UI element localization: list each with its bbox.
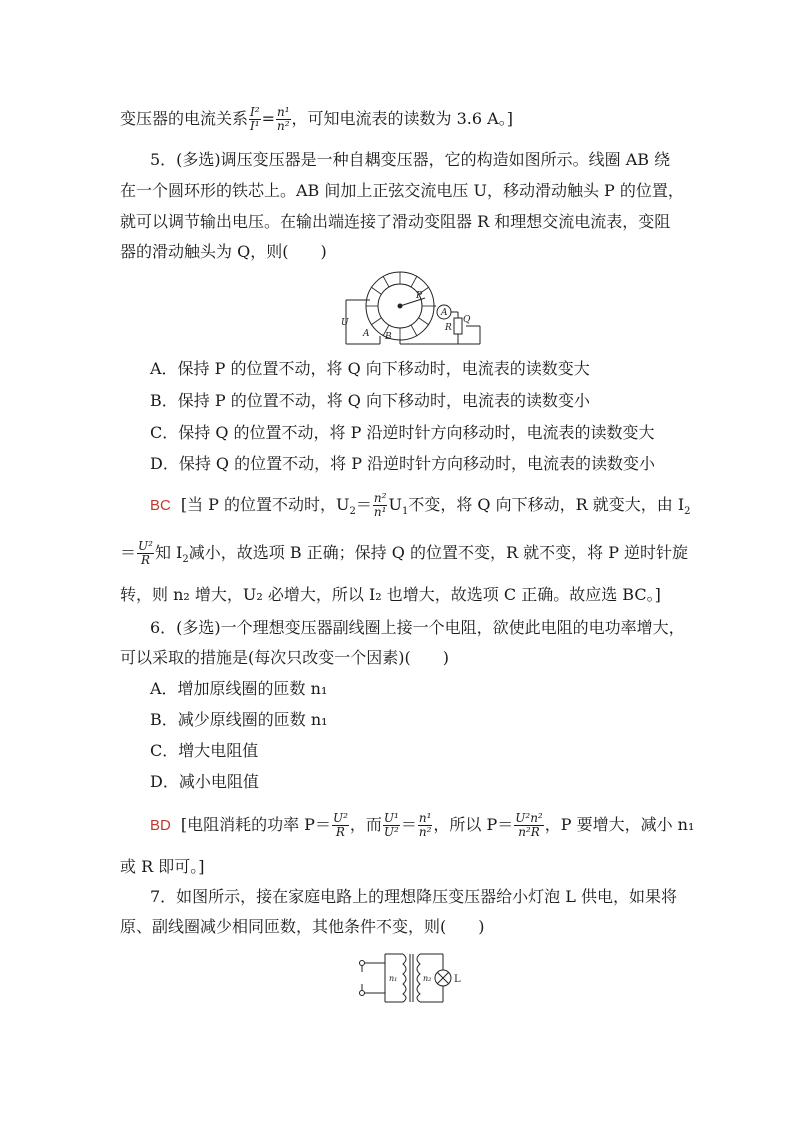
text: 变压器的电流关系 <box>120 109 249 128</box>
q6-answer-badge: BD <box>150 817 171 834</box>
q5-answer-badge: BC <box>150 497 171 514</box>
q5-line-3: 就可以调节输出电压。在输出端连接了滑动变阻器 R 和理想交流电流表，变阻 <box>120 212 671 231</box>
fraction: $\frac{\text{U²}}{R}$ <box>138 539 153 567</box>
secondary-coil <box>417 954 420 1002</box>
fraction: $\frac{\text{n¹}}{\text{n²}}$ <box>418 811 432 839</box>
terminal-top <box>360 961 365 966</box>
svg-text:A: A <box>441 308 448 318</box>
q6-line-2: 可以采取的措施是(每次只改变一个因素)( ) <box>120 648 449 667</box>
primary-coil <box>403 954 406 1002</box>
rheostat-r <box>454 318 462 334</box>
q6-line-1: 6．(多选)一个理想变压器副线圈上接一个电阻，欲使此电阻的电功率增大， <box>150 618 685 637</box>
q6-option-d: D．减小电阻值 <box>150 772 259 791</box>
q6-option-c: C．增大电阻值 <box>150 741 259 760</box>
q5-line-1: 5．(多选)调压变压器是一种自耦变压器，它的构造如图所示。线圈 AB 绕 <box>150 150 671 169</box>
svg-text:Q: Q <box>463 315 471 325</box>
svg-text:n₂: n₂ <box>423 974 432 983</box>
q7-line-2: 原、副线圈减少相同匝数，其他条件不变，则( ) <box>120 917 485 936</box>
fraction: $\frac{\text{U²}}{R}$ <box>332 811 348 839</box>
q5-explanation-line-2: ＝ $\frac{\text{U²}}{R}$ 知 $I_2$减小，故选项 B 正确；保持 Q 的位置不变，R 就不变，将 P 逆时针旋 <box>120 539 689 567</box>
q5-option-a: A．保持 P 的位置不动，将 Q 向下移动时，电流表的读数变大 <box>150 359 590 378</box>
q5-option-b: B．保持 P 的位置不动，将 Q 向下移动时，电流表的读数变小 <box>150 391 590 410</box>
q6-option-a: A．增加原线圈的匝数 n₁ <box>150 679 328 698</box>
q6-explanation-line-2: 或 R 即可。] <box>120 857 205 876</box>
fraction: $\frac{\text{I²}}{\text{I¹}}$ <box>250 105 260 133</box>
q6-explanation-line-1: BD [电阻消耗的功率 P＝ $\frac{\text{U²}}{R}$ ，而 $\frac{\text{U¹}}{\text{U²}}$ ＝ $\frac{\text{n¹}}{\text{n²}}$ ，所以 P＝ $\frac{\text{U²n²}}{\text{n²R}}$ ，P 要增大，减小 n₁ <box>150 811 695 839</box>
fraction: $\frac{\text{n²}}{\text{n¹}}$ <box>373 491 387 519</box>
q5-explanation-line-1: BC [当 P 的位置不动时，$U_2=$ $\frac{\text{n²}}{\text{n¹}}$ $U_1$不变，将 Q 向下移动，R 就变大，由 $I_2$ <box>150 491 691 519</box>
prev-answer-tail: 变压器的电流关系 $\frac{\text{I²}}{\text{I¹}}$ = $\frac{\text{n¹}}{\text{n²}}$ ，可知电流表的读数为 3.6 A。] <box>120 105 513 133</box>
terminal-bottom <box>360 991 365 996</box>
fraction: $\frac{\text{n¹}}{\text{n²}}$ <box>276 105 290 133</box>
q7-line-1: 7．如图所示，接在家庭电路上的理想降压变压器给小灯泡 L 供电，如果将 <box>150 887 677 906</box>
q5-explanation-line-3: 转，则 n₂ 增大，U₂ 必增大，所以 I₂ 也增大，故选项 C 正确。故应选 BC。] <box>120 585 661 604</box>
q5-option-c: C．保持 Q 的位置不动，将 P 沿逆时针方向移动时，电流表的读数变大 <box>150 423 655 442</box>
autotransformer-figure <box>340 268 490 350</box>
svg-text:L: L <box>454 974 461 985</box>
q5-line-2: 在一个圆环形的铁芯上。AB 间加上正弦交流电压 U，移动滑动触头 P 的位置， <box>120 181 684 200</box>
svg-text:P: P <box>416 291 423 301</box>
q6-option-b: B．减少原线圈的匝数 n₁ <box>150 710 328 729</box>
q5-option-d: D．保持 Q 的位置不动，将 P 沿逆时针方向移动时，电流表的读数变小 <box>150 454 656 473</box>
fraction: $\frac{\text{U¹}}{\text{U²}}$ <box>383 811 399 839</box>
svg-text:U: U <box>341 318 349 328</box>
transformer-lamp-figure <box>355 950 475 1006</box>
q5-line-4: 器的滑动触头为 Q，则( ) <box>120 242 327 261</box>
svg-text:n₁: n₁ <box>389 974 398 983</box>
svg-text:R: R <box>445 323 452 333</box>
svg-text:A: A <box>363 329 370 339</box>
svg-text:B: B <box>385 332 392 342</box>
fraction: $\frac{\text{U²n²}}{\text{n²R}}$ <box>515 811 543 839</box>
